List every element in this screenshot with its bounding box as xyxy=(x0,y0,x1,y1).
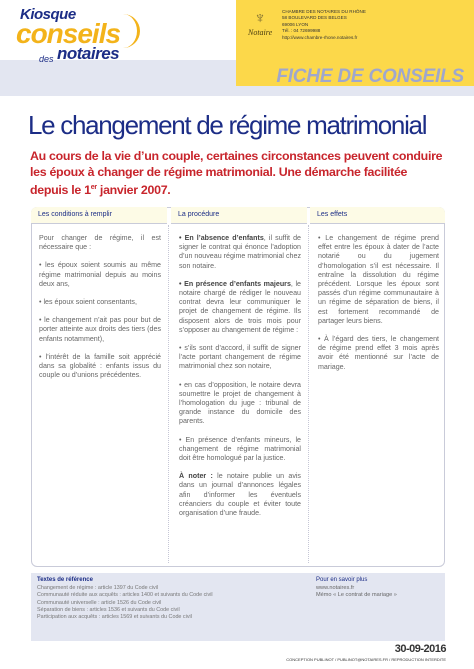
reference-line: Communauté universelle : article 1526 du Code civil xyxy=(37,599,162,606)
reference-line: Participation aux acquêts : articles 1569 et suivants du Code civil xyxy=(37,614,192,621)
paragraph xyxy=(179,381,301,427)
paragraph-text: le notaire publie un avis dans un journal d’annonces légales afin d’informer les éventuels créanciers du couple et éviter toute organisation d’une fraude. xyxy=(179,472,301,518)
logo-swirl-icon xyxy=(122,14,140,48)
paragraph xyxy=(179,234,301,271)
column-heading: La procédure xyxy=(171,207,307,224)
paragraph-text: • En présence d’enfants mineurs, le changement de régime matrimonial doit être homologué par la justice. xyxy=(179,435,301,463)
lead-text: Au cours de la vie d’un couple, certaines circonstances peuvent conduire les époux à changer de régime matrimonial. Une démarche facilitée depuis le 1 xyxy=(30,149,443,198)
page-title: Le changement de régime matrimonial xyxy=(28,110,427,140)
paragraph-lead: • En l’absence d’enfants xyxy=(179,234,264,242)
paragraph xyxy=(179,472,301,518)
column-body xyxy=(171,224,307,518)
paragraph-text: , le notaire chargé de rédiger le nouveau contrat devra leur communiquer le projet de changement de régime. Ils disposent alors de trois mois pour s’opposer au changement de régime : xyxy=(179,279,301,334)
lead-end: janvier 2007. xyxy=(96,183,171,198)
logo-notaires: notaires xyxy=(57,44,120,63)
paragraph-text: • s’ils sont d’accord, il suffit de signer l’acte portant changement de régime matrimonial chez son notaire, xyxy=(179,344,301,371)
contact-details xyxy=(282,9,366,41)
publication-date: 30-09-2016 xyxy=(394,643,446,655)
column-heading: Les effets xyxy=(310,207,445,224)
lead-sup: er xyxy=(90,184,97,191)
paragraph xyxy=(179,436,301,464)
references-list xyxy=(37,585,213,621)
references-box xyxy=(31,573,445,641)
paragraph-text: • en cas d’opposition, le notaire devra soumettre le projet de changement à l’homologation du juge : tribunal de grande instance du domicile des parents. xyxy=(179,380,301,426)
paragraph: • les époux soient soumis au même régime matrimonial depuis au moins deux ans, xyxy=(39,261,161,288)
kiosque-conseils-logo xyxy=(8,4,148,70)
column-conditions xyxy=(31,207,167,567)
column-procedure xyxy=(171,207,307,567)
column-body xyxy=(310,224,445,372)
contact-line: CHAMBRE DES NOTAIRES DU RHÔNE xyxy=(282,9,366,14)
paragraph xyxy=(179,280,301,335)
contact-link[interactable]: http://www.chambre-rhone.notaires.fr xyxy=(282,34,358,40)
paragraph xyxy=(179,344,301,372)
column-divider xyxy=(168,225,169,563)
paragraph: • Le changement de régime prend effet entre les époux à dater de l’acte notarié ou du jugement d’homologation s’il est nécessaire. Il entraîne la dissolution du régime précédent. Lorsque les époux sont passés d’un régime communautaire à un régime de séparation de biens, il est fortement recommandé de partager leurs biens. xyxy=(318,234,439,325)
logo-conseils: conseils xyxy=(16,18,121,49)
column-divider xyxy=(308,225,309,563)
footer-credit: CONCEPTION PUBLINOT / PUBLINOT@NOTAIRES.FR / REPRODUCTION INTERDITE xyxy=(286,657,446,662)
paragraph: Pour changer de régime, il est nécessaire que : xyxy=(39,234,161,252)
lead-paragraph xyxy=(30,148,448,198)
contact-line: 58 BOULEVARD DES BELGES xyxy=(282,15,347,21)
references-title: Textes de référence xyxy=(37,577,93,583)
reference-line: Communauté réduite aux acquêts : articles 1400 et suivants du Code civil xyxy=(37,592,213,599)
fiche-label: FICHE DE CONSEILS xyxy=(276,66,464,87)
paragraph: • les époux soient consentants, xyxy=(39,298,137,307)
notaire-logo xyxy=(248,10,278,42)
reference-line: Changement de régime : article 1397 du Code civil xyxy=(37,585,159,591)
column-body xyxy=(31,224,167,380)
notaire-seal-icon: ♆ xyxy=(254,10,266,27)
paragraph: • À l’égard des tiers, le changement de régime prend effet 3 mois après avoir été mentionné sur l’acte de mariage. xyxy=(318,335,439,371)
paragraph-text: , il suffit de signer le contrat qui énonce l’adoption d’un nouveau régime matrimonial chez son notaire. xyxy=(179,234,302,270)
logo-kiosque: Kiosque xyxy=(20,6,76,23)
more-info-line: Mémo « Le contrat de mariage » xyxy=(316,592,397,599)
paragraph-lead: À noter : xyxy=(179,472,213,481)
column-heading: Les conditions à remplir xyxy=(31,207,167,224)
paragraph-lead: • En présence d’enfants majeurs xyxy=(179,279,291,288)
paragraph: • le changement n’ait pas pour but de porter atteinte aux droits des tiers (des enfants notamment), xyxy=(39,316,161,343)
more-info-link[interactable]: www.notaires.fr xyxy=(316,585,355,591)
reference-line: Séparation de biens : articles 1536 et suivants du Code civil xyxy=(37,606,180,613)
logo-des: des xyxy=(39,54,54,64)
more-info-list xyxy=(316,585,397,600)
contact-line: Tél. : 04 72699988 xyxy=(282,28,321,34)
contact-line: 69006 LYON xyxy=(282,21,309,27)
column-effets xyxy=(310,207,445,567)
paragraph: • l’intérêt de la famille soit apprécié dans sa globalité : enfants issus du couple ou d’unions précédentes. xyxy=(39,352,161,380)
notaire-label: Notaire xyxy=(248,28,273,37)
more-info-title: Pour en savoir plus xyxy=(316,577,368,583)
